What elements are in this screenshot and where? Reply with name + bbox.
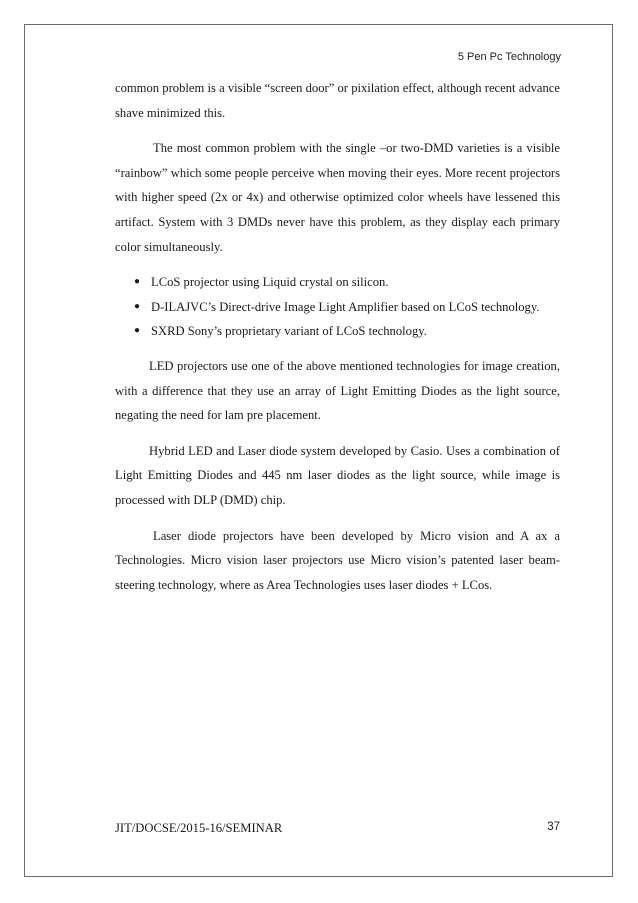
list-item	[115, 319, 560, 344]
paragraph-5: Laser diode projectors have been developed by Micro vision and A ax a Technologies. Micro vision laser projectors use Micro vision’s patented laser beam-steering technology, where as Area Technologies uses laser diodes + LCos.	[115, 528, 560, 592]
bullet-icon: ●	[134, 300, 141, 312]
running-header: 5 Pen Pc Technology	[457, 51, 561, 63]
list-item	[115, 295, 560, 320]
paragraph-2: The most common problem with the single –or two-DMD varieties is a visible “rainbow” which some people perceive when moving their eyes. More recent projectors with higher speed (2x or 4x) and otherwise optimized color wheels have lessened this artifact. System with 3 DMDs never have this problem, as they display each primary color simultaneously.	[115, 141, 560, 254]
footer-doc-id: JIT/DOCSE/2015-16/SEMINAR	[115, 821, 283, 835]
bullet-icon: ●	[134, 276, 141, 288]
paragraph-1: common problem is a visible “screen door” or pixilation effect, although recent advance shave minimized this.	[115, 81, 560, 120]
list-item	[115, 270, 560, 295]
paragraph-3: LED projectors use one of the above mentioned technologies for image creation, with a difference that they use an array of Light Emitting Diodes as the light source, negating the need for lam pre placement.	[115, 358, 560, 423]
list-item-text: SXRD Sony’s proprietary variant of LCoS technology.	[151, 324, 427, 339]
bullet-list	[115, 270, 560, 344]
page-number: 37	[547, 821, 560, 833]
list-item-text: LCoS projector using Liquid crystal on silicon.	[151, 275, 389, 290]
bullet-icon: ●	[134, 325, 141, 337]
page-body	[115, 76, 560, 608]
list-item-text: D-ILAJVC’s Direct-drive Image Light Amplifier based on LCoS technology.	[151, 299, 540, 314]
paragraph-4: Hybrid LED and Laser diode system developed by Casio. Uses a combination of Light Emitting Diodes and 445 nm laser diodes as the light source, while image is processed with DLP (DMD) chip.	[115, 443, 560, 507]
